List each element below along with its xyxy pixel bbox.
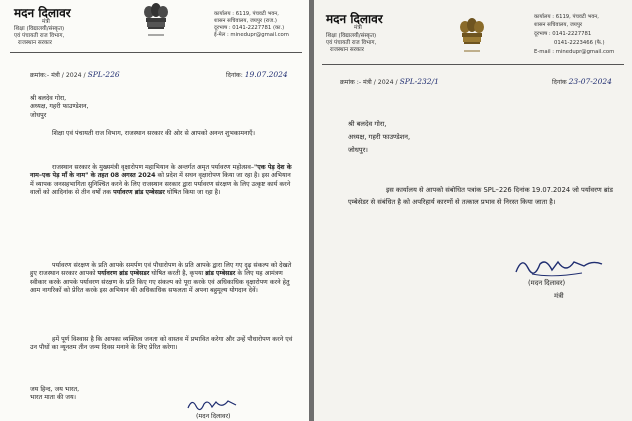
department-line: शिक्षा (विद्यालयी/संस्कृत) [326,33,377,39]
address-email: ई-मेल : minedupr@gmail.com [214,32,289,38]
signature-caption: (मदन दिलावर) [528,279,566,287]
government-line: राजस्थान सरकार [330,47,364,53]
address-line-1: कार्यालय : 6119, पंचवटी भवन, [214,11,279,17]
address-email: E-mail : minedupr@gmail.com [534,49,615,55]
reference-number: क्रमांक:- मंत्री / 2024 / SPL-226 [30,70,120,79]
sender-name: मदन दिलावर [14,6,71,20]
letter-date: दिनांक 23-07-2024 [552,77,612,86]
body-paragraph-3: हमें पूर्ण विश्वास है कि आपका व्यक्तित्व जनता को वास्तव में प्रभावित करेगा और उन्हें पौधारोपण करने एवं उन पौधों का न्यूनतम तीन जन्म दिवस मनाने के लिए प्रेरित करेगा। [30,336,293,352]
letter-left [0,0,309,421]
address-line-2: शासन सचिवालय, जयपुर (राज.) [214,18,277,24]
cancellation-paragraph: इस कार्यालय से आपको संबोधित पत्रांक SPL–226 दिनांक 19.07.2024 जो पर्यावरण ब्रांड एम्बेसेडर से संबंधित है को अपरिहार्य कारणों से तत्काल प्रभाव से निरस्त किया जाता है। [348,186,613,206]
letter-right [314,0,632,421]
signature-caption: (मदन दिलावर) [196,413,231,420]
closing-lines: जय हिन्द, जय भारत, भारत माता की जय। [30,386,80,402]
address-line-1: कार्यालय : 6119, पंचवटी भवन, [534,14,599,20]
letter-date: दिनांक: 19.07.2024 [226,70,288,79]
body-paragraph-2: पर्यावरण संरक्षण के प्रति आपके समर्पण एवं पौधारोपण के प्रति आपके द्वारा लिए गए दृढ़ संकल्प को देखते हुए राजस्थान सरकार आपको पर्यावरण ब्रांड एम्बेसडर घोषित करती है, कृपया ब्रांड एम्बेसडर के लिए यह आमंत्रण स्वीकार करके आपके पर्यावरण संरक्षण के प्रति किए गए संकल्प को पूरा करके एवं अधिकाधिक वृक्षारोपण करने हेतु आम नागरिकों को प्रेरित करके इस अभियान की अधिकाधिक सफलता में अपना बहुमूल्य योगदान देवें। [30,262,292,295]
sender-title: मंत्री [42,19,50,25]
address-line-2: शासन सचिवालय, जयपुर [534,22,583,28]
state-emblem-icon [141,2,171,42]
government-line: राजस्थान सरकार [18,40,52,46]
signature-mark-icon [186,396,246,412]
department-line: शिक्षा (विद्यालयी/संस्कृत) [14,26,65,32]
body-paragraph-1: राजस्थान सरकार के मुख्यमंत्री वृक्षारोपण महाभियान के अन्तर्गत अमृत पर्यावरण महोत्सव–"एक पेड़ देश के नाम–एक पेड़ माँ के नाम" के तहत 08 अगस्त 2024 को प्रदेश में सघन वृक्षारोपण किया जा रहा है। इस अभियान में व्यापक जनसहभागिता सुनिश्चित करने के लिए राजस्थान सरकार द्वारा पर्यावरण संरक्षण के लिए उत्कृष्ट कार्य करने वालों को आदिनांक से तीन वर्षों तक पर्यावरण ब्रांड एम्बेसडर घोषित किया जा रहा है। [30,164,292,197]
recipient-block: श्री बलदेव गोरा, अध्यक्ष, गहरी फाउण्डेशन, जोधपुर [30,95,89,119]
recipient-block: श्री बलदेव गोरा, अध्यक्ष, गहरी फाउण्डेशन, जोधपुर। [348,120,411,154]
department-line-2: एवं पंचायती राज विभाग, [326,40,377,46]
state-emblem-icon [457,16,487,58]
sender-title: मंत्री [354,25,362,31]
sender-name: मदन दिलावर [326,12,383,26]
address-phone: दूरभाष : 0141-2227781 [534,31,592,37]
header-rule [10,52,302,53]
header-rule [322,64,624,65]
greeting-paragraph: शिक्षा एवं पंचायती राज विभाग, राजस्थान सरकार की ओर से आपको अनन्त शुभकामनाएँ। [52,130,255,137]
reference-number: क्रमांक :- मंत्री / 2024 / SPL-232/1 [340,77,439,86]
department-line-2: एवं पंचायती राज विभाग, [14,33,65,39]
signature-title: मंत्री [554,292,564,300]
signature-mark-icon [512,254,608,280]
address-fax: 0141-2223466 (फै.) [554,40,605,46]
address-phone: दूरभाष : 0141-2227781 (का.) [214,25,285,31]
